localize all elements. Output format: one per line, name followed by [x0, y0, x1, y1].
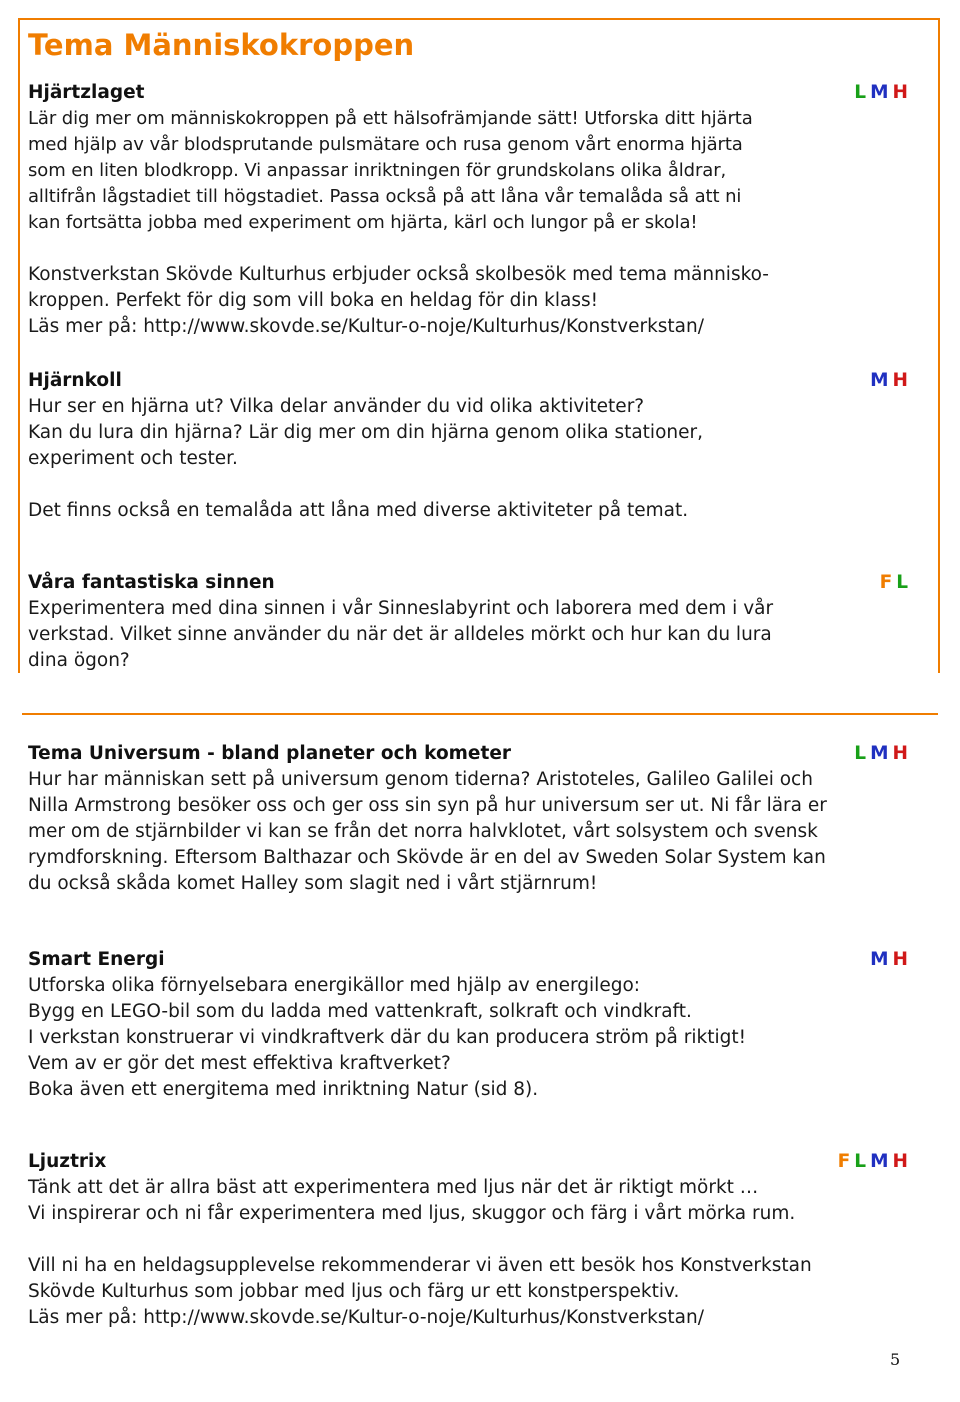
level-badge: H: [892, 370, 908, 391]
paragraph-line: alltifrån lågstadiet till högstadiet. Passa också på att låna vår temalåda så att ni: [28, 186, 742, 207]
paragraph-line: Experimentera med dina sinnen i vår Sinneslabyrint och laborera med dem i vår: [28, 598, 774, 619]
section-title: Våra fantastiska sinnen: [28, 572, 275, 593]
paragraph-line: Hur har människan sett på universum genom tiderna? Aristoteles, Galileo Galilei och: [28, 769, 813, 790]
paragraph-line: Skövde Kulturhus som jobbar med ljus och färg ur ett konstperspektiv.: [28, 1281, 680, 1302]
paragraph-line: Vem av er gör det mest effektiva kraftverket?: [28, 1053, 451, 1074]
section-sinnen: [28, 570, 908, 674]
level-badges: [850, 80, 908, 106]
paragraph-line: kan fortsätta jobba med experiment om hjärta, kärl och lungor på er skola!: [28, 212, 698, 233]
paragraph-line: experiment och tester.: [28, 448, 238, 469]
paragraph-line: rymdforskning. Eftersom Balthazar och Skövde är en del av Sweden Solar System kan: [28, 847, 826, 868]
paragraph-line: I verkstan konstruerar vi vindkraftverk där du kan producera ström på riktigt!: [28, 1027, 746, 1048]
section-title: Hjärtzlaget: [28, 82, 145, 103]
paragraph-line: med hjälp av vår blodsprutande pulsmätare och rusa genom vårt enorma hjärta: [28, 134, 743, 155]
level-badge: M: [870, 743, 889, 764]
paragraph-line: verkstad. Vilket sinne använder du när det är alldeles mörkt och hur kan du lura: [28, 624, 772, 645]
level-badge: F: [879, 572, 893, 593]
level-badge: F: [837, 1151, 851, 1172]
section-divider: [22, 713, 938, 715]
level-badges: [876, 570, 908, 596]
page-number: 5: [890, 1350, 901, 1369]
level-badges: [850, 741, 908, 767]
paragraph-line: som en liten blodkropp. Vi anpassar inriktningen för grundskolans olika åldrar,: [28, 160, 727, 181]
section-title: Smart Energi: [28, 949, 165, 970]
paragraph-line: Konstverkstan Skövde Kulturhus erbjuder också skolbesök med tema människo-: [28, 264, 769, 285]
section-title: Hjärnkoll: [28, 370, 122, 391]
paragraph-line: Nilla Armstrong besöker oss och ger oss sin syn på hur universum ser ut. Ni får lära er: [28, 795, 827, 816]
paragraph-line: mer om de stjärnbilder vi kan se från det norra halvklotet, vårt solsystem och svensk: [28, 821, 818, 842]
paragraph-line: dina ögon?: [28, 650, 130, 671]
level-badge: L: [896, 572, 908, 593]
paragraph-line: Tänk att det är allra bäst att experimentera med ljus när det är riktigt mörkt …: [28, 1177, 759, 1198]
level-badge: H: [892, 1151, 908, 1172]
level-badge: M: [870, 949, 889, 970]
section-title: Ljuztrix: [28, 1151, 107, 1172]
level-badges: [834, 1149, 908, 1175]
paragraph-line: Utforska olika förnyelsebara energikällor med hjälp av energilego:: [28, 975, 640, 996]
level-badges: [866, 368, 908, 394]
paragraph-line: Vill ni ha en heldagsupplevelse rekommenderar vi även ett besök hos Konstverkstan: [28, 1255, 812, 1276]
section-ljuztrix: [28, 1149, 908, 1331]
level-badge: M: [870, 370, 889, 391]
paragraph-line: Boka även ett energitema med inriktning Natur (sid 8).: [28, 1079, 539, 1100]
section-hjarnkoll: [28, 368, 908, 524]
paragraph-line: Kan du lura din hjärna? Lär dig mer om din hjärna genom olika stationer,: [28, 422, 703, 443]
level-badge: M: [870, 82, 889, 103]
section-smart-energi: [28, 947, 908, 1103]
paragraph-line: du också skåda komet Halley som slagit ned i vårt stjärnrum!: [28, 873, 598, 894]
level-badge: H: [892, 82, 908, 103]
level-badge: M: [870, 1151, 889, 1172]
read-more-link[interactable]: Läs mer på: http://www.skovde.se/Kultur-o-noje/Kulturhus/Konstverkstan/: [28, 316, 704, 337]
level-badge: L: [854, 743, 867, 764]
paragraph-line: Vi inspirerar och ni får experimentera med ljus, skuggor och färg i vårt mörka rum.: [28, 1203, 796, 1224]
paragraph-line: Hur ser en hjärna ut? Vilka delar använder du vid olika aktiviteter?: [28, 396, 645, 417]
read-more-link[interactable]: Läs mer på: http://www.skovde.se/Kultur-o-noje/Kulturhus/Konstverkstan/: [28, 1307, 704, 1328]
section-hjartzlaget: [28, 80, 908, 340]
frame-left-border: [18, 18, 20, 673]
page-title: Tema Människokroppen: [28, 28, 415, 62]
paragraph-line: Det finns också en temalåda att låna med diverse aktiviteter på temat.: [28, 500, 689, 521]
level-badges: [866, 947, 908, 973]
level-badge: H: [892, 949, 908, 970]
frame-top-border: [18, 18, 940, 20]
level-badge: H: [892, 743, 908, 764]
paragraph-line: kroppen. Perfekt för dig som vill boka en heldag för din klass!: [28, 290, 599, 311]
paragraph-line: Lär dig mer om människokroppen på ett hälsofrämjande sätt! Utforska ditt hjärta: [28, 108, 753, 129]
section-universum: [28, 741, 908, 897]
frame-right-border: [938, 18, 940, 673]
section-title: Tema Universum - bland planeter och kometer: [28, 743, 511, 764]
paragraph-line: Bygg en LEGO-bil som du ladda med vattenkraft, solkraft och vindkraft.: [28, 1001, 692, 1022]
level-badge: L: [854, 82, 867, 103]
level-badge: L: [854, 1151, 867, 1172]
